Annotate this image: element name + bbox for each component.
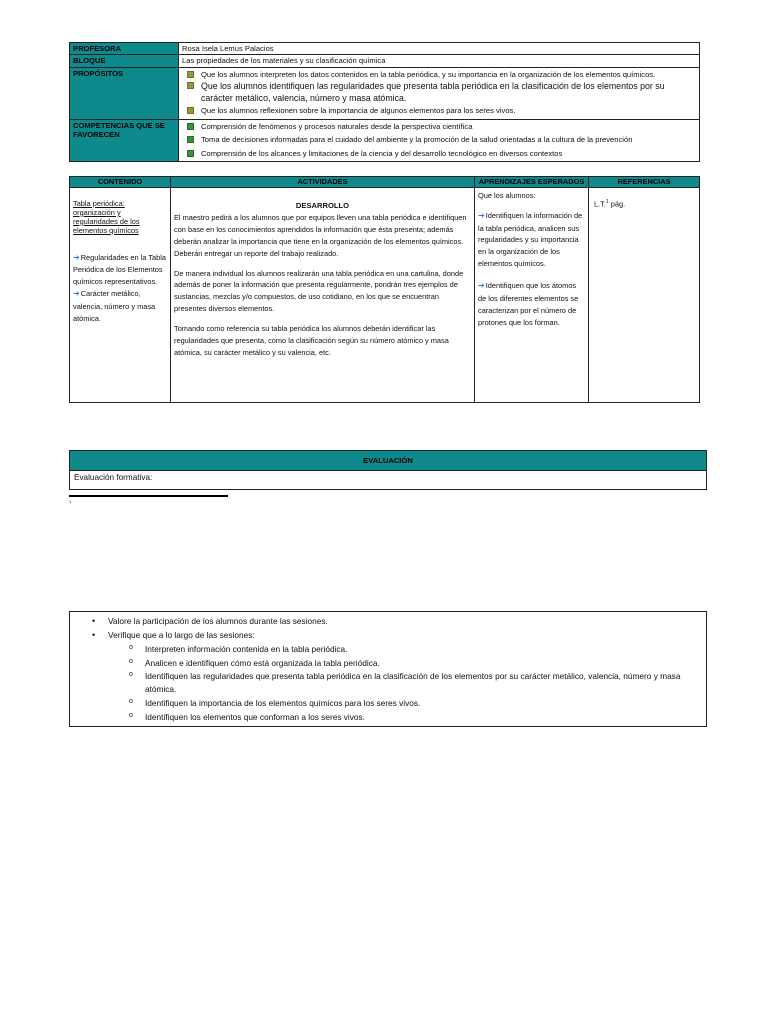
header-referencias: REFERENCIAS	[589, 177, 700, 188]
header-aprendizajes: APRENDIZAJES ESPERADOS	[475, 177, 589, 188]
bullet-dot-icon: •	[92, 630, 96, 641]
square-bullet-icon	[187, 107, 194, 114]
criteria-bullet: • Valore la participación de los alumnos durante las sesiones.	[70, 614, 706, 628]
competencia-item: Comprensión de fenómenos y procesos naturales desde la perspectiva científica	[182, 122, 696, 131]
evaluacion-formativa: Evaluación formativa:	[70, 471, 707, 490]
evaluacion-table	[69, 450, 707, 490]
desarrollo-title: DESARROLLO	[295, 201, 350, 210]
criteria-sub-item: o Identifiquen los elementos que conforman a los seres vivos.	[129, 712, 365, 723]
square-bullet-icon	[187, 150, 194, 157]
criteria-bullet: • Verifique que a lo largo de las sesiones:	[70, 628, 706, 642]
square-bullet-icon	[187, 71, 194, 78]
contenido-cell	[70, 188, 171, 403]
actividad-paragraph: De manera individual los alumnos realizarán una tabla periódica en una cartulina, donde además de poner la información que presenta regularmente, pondrán tres ejemplos de sustancias, mezclas y/o compuestos, de uso cotidiano, en los que se encuentran presentes diversos elementos.	[174, 268, 464, 314]
criteria-sub-item: o Analicen e identifiquen cómo está organizada la tabla periódica.	[129, 658, 380, 669]
bullet-dot-icon: •	[92, 616, 96, 626]
evaluation-criteria-box	[69, 611, 707, 727]
referencia-text: L.T.$^1$ pág.	[594, 199, 626, 209]
circle-bullet-icon: o	[129, 698, 133, 706]
competencia-item: Comprensión de los alcances y limitaciones de la ciencia y del desarrollo tecnológico en diversos contextos	[182, 149, 696, 158]
header-contenido: CONTENIDO	[70, 177, 171, 188]
proposito-item: Que los alumnos identifiquen las regularidades que presenta tabla periódica en la clasificación de los elementos por su carácter metálico, valencia, número y masa atómica.	[182, 81, 696, 104]
evaluacion-header: EVALUACIÓN	[70, 451, 707, 471]
aprendizajes-cell	[475, 188, 589, 403]
planning-row	[70, 188, 700, 403]
footnote-separator	[69, 495, 228, 497]
square-bullet-icon	[187, 82, 194, 89]
arrow-bullet-icon: ➔	[478, 281, 485, 291]
circle-bullet-icon: o	[129, 712, 133, 720]
aprendizaje-item: ➔Identifiquen la información de la tabla periódica, analicen sus regularidades y su importancia en la organización de los elementos químicos.	[478, 210, 583, 269]
contenido-item: ➔Regularidades en la Tabla Periódica de los Elementos químicos representativos.	[73, 252, 167, 287]
proposito-item: Que los alumnos reflexionen sobre la importancia de algunos elementos para los seres vivos.	[182, 106, 696, 115]
bloque-label: BLOQUE	[70, 55, 179, 67]
competencias-list	[182, 122, 696, 158]
criteria-sub-item: o Identifiquen la importancia de los elementos químicos para los seres vivos.	[129, 698, 421, 709]
competencias-label: COMPETENCIAS QUE SE FAVORECEN	[70, 119, 179, 161]
actividad-paragraph: El maestro pedirá a los alumnos que por equipos lleven una tabla periódica e identifiquen con base en los conocimientos aprendidos la información que ésta presenta; además deberán analizar la importancia que tiene en la organización de los elementos químicos. Deberán entregar un reporte del trabajo realizado.	[174, 213, 467, 258]
propositos-row	[70, 67, 700, 119]
referencias-cell	[589, 188, 700, 403]
arrow-bullet-icon: ➔	[73, 252, 80, 262]
planning-table	[69, 176, 700, 403]
profesora-value: Rosa Isela Lemus Palacios	[179, 43, 700, 55]
profesora-row	[70, 43, 700, 55]
propositos-list	[182, 70, 696, 116]
aprendizajes-intro: Que los alumnos:	[478, 191, 536, 200]
info-table	[69, 42, 700, 162]
aprendizaje-item: ➔Identifiquen que los átomos de los diferentes elementos se caracterizan por el número de protones que los forman.	[478, 281, 579, 327]
circle-bullet-icon: o	[129, 644, 133, 652]
planning-header-row	[70, 177, 700, 188]
actividades-cell	[171, 188, 475, 403]
actividad-paragraph: Tomando como referencia su tabla periódica los alumnos deberán identificar las regularidades que presenta, como la clasificación según su número atómico y masa atómica, su carácter metálico y su valencia, etc.	[174, 323, 449, 357]
square-bullet-icon	[187, 123, 194, 130]
footnote-ref[interactable]: 1	[605, 199, 609, 205]
proposito-item: Que los alumnos interpreten los datos contenidos en la tabla periódica, y su importancia en la organización de los elementos químicos.	[182, 70, 696, 79]
profesora-label: PROFESORA	[70, 43, 179, 55]
bloque-value: Las propiedades de los materiales y su clasificación química	[179, 55, 700, 67]
competencia-item: Toma de decisiones informadas para el cuidado del ambiente y la promoción de la salud orientadas a la cultura de la prevención	[182, 135, 696, 144]
circle-bullet-icon: o	[129, 658, 133, 666]
criteria-sub-item: o Interpreten información contenida en la tabla periódica.	[129, 644, 348, 655]
circle-bullet-icon: o	[129, 671, 133, 679]
arrow-bullet-icon: ➔	[478, 210, 485, 220]
bloque-row	[70, 55, 700, 67]
contenido-title: Tabla periódica: organización y regularidades de los elementos químicos	[73, 199, 140, 235]
contenido-item: ➔Carácter metálico, valencia, número y masa atómica.	[73, 288, 156, 323]
competencias-row	[70, 119, 700, 161]
footnote-number: 1	[69, 499, 72, 504]
propositos-label: PROPÓSITOS	[70, 67, 179, 119]
header-actividades: ACTIVIDADES	[171, 177, 475, 188]
criteria-sub-item: o Identifiquen las regularidades que presenta tabla periódica en la clasificación de los elementos por su carácter metálico, valencia, número y masa atómica.	[129, 671, 681, 695]
square-bullet-icon	[187, 136, 194, 143]
arrow-bullet-icon: ➔	[73, 288, 80, 298]
